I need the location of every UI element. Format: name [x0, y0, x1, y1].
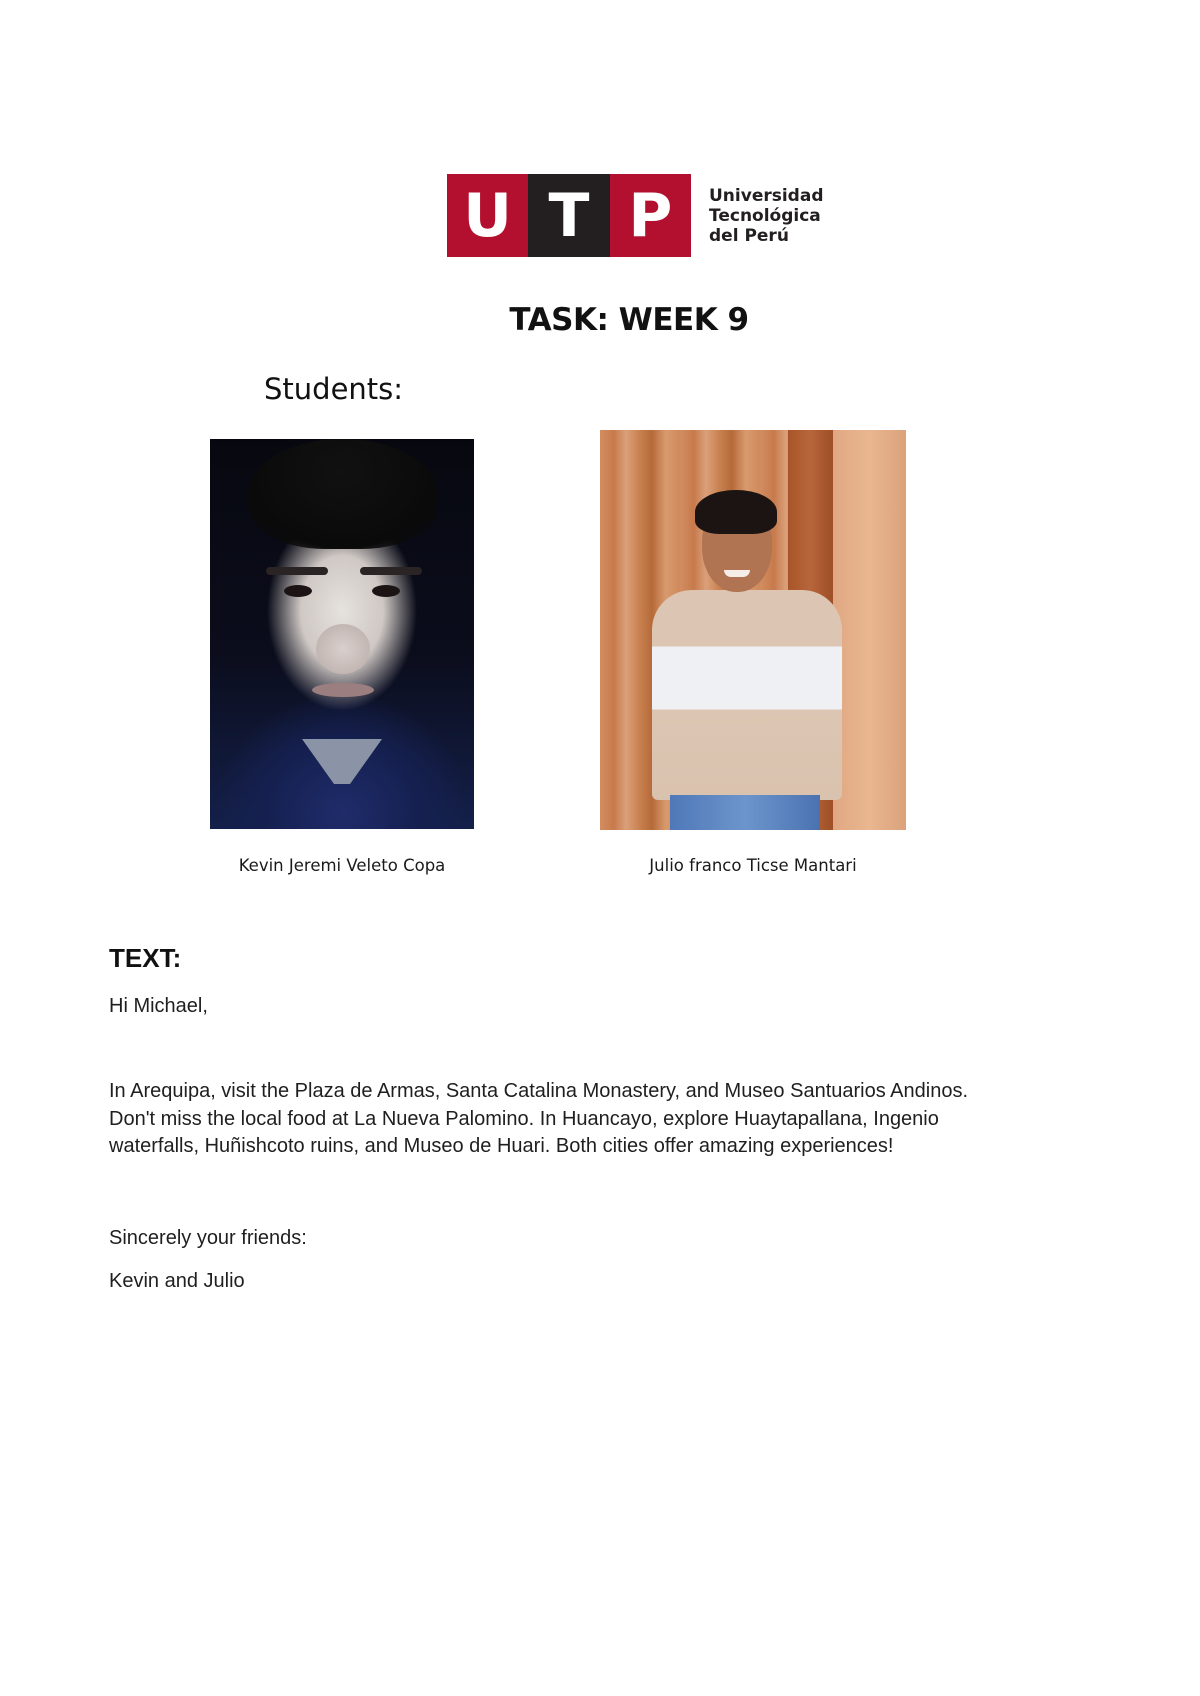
utp-logo-mark — [447, 174, 691, 257]
letter-closing: Sincerely your friends: — [109, 1227, 307, 1249]
paragraph-line: In Arequipa, visit the Plaza de Armas, Santa Catalina Monastery, and Museo Santuarios Andinos. — [109, 1080, 969, 1102]
photo-eye-shape — [284, 585, 312, 597]
logo-letter-t: T — [528, 174, 609, 257]
university-name — [709, 186, 823, 246]
university-name-line: Universidad — [709, 185, 824, 206]
photo-collar-shape — [302, 739, 382, 784]
utp-logo — [447, 174, 823, 257]
logo-letter-p: P — [610, 174, 691, 257]
paragraph-line: waterfalls, Huñishcoto ruins, and Museo de Huari. Both cities offer amazing experiences! — [109, 1135, 894, 1157]
page-title: TASK: WEEK 9 — [509, 302, 749, 338]
letter-greeting: Hi Michael, — [109, 995, 208, 1017]
student-name-caption: Kevin Jeremi Veleto Copa — [238, 856, 446, 875]
photo-brow-shape — [266, 567, 328, 575]
text-section-heading: TEXT: — [109, 943, 182, 973]
photo-hair-shape — [248, 439, 438, 549]
photo-mouth-shape — [312, 683, 374, 697]
photo-brow-shape — [360, 567, 422, 575]
photo-hoodie-shape — [652, 590, 842, 800]
letter-signature: Kevin and Julio — [109, 1270, 245, 1292]
photo-hair-shape — [695, 490, 777, 534]
photo-nose-shape — [316, 624, 370, 674]
students-label: Students: — [264, 372, 404, 406]
letter-paragraph — [109, 1078, 968, 1161]
logo-letter-u: U — [447, 174, 528, 257]
photo-smile-shape — [724, 570, 750, 577]
paragraph-line: Don't miss the local food at La Nueva Palomino. In Huancayo, explore Huaytapallana, Ingenio — [109, 1107, 939, 1130]
photo-wood-plank — [833, 430, 906, 830]
student-photo-julio — [600, 430, 906, 830]
university-name-line: Tecnológica — [709, 205, 821, 226]
student-name-caption: Julio franco Ticse Mantari — [649, 856, 857, 875]
photo-jeans-shape — [670, 795, 820, 830]
photo-eye-shape — [372, 585, 400, 597]
university-name-line: del Perú — [709, 225, 789, 246]
student-photo-kevin — [210, 439, 474, 829]
